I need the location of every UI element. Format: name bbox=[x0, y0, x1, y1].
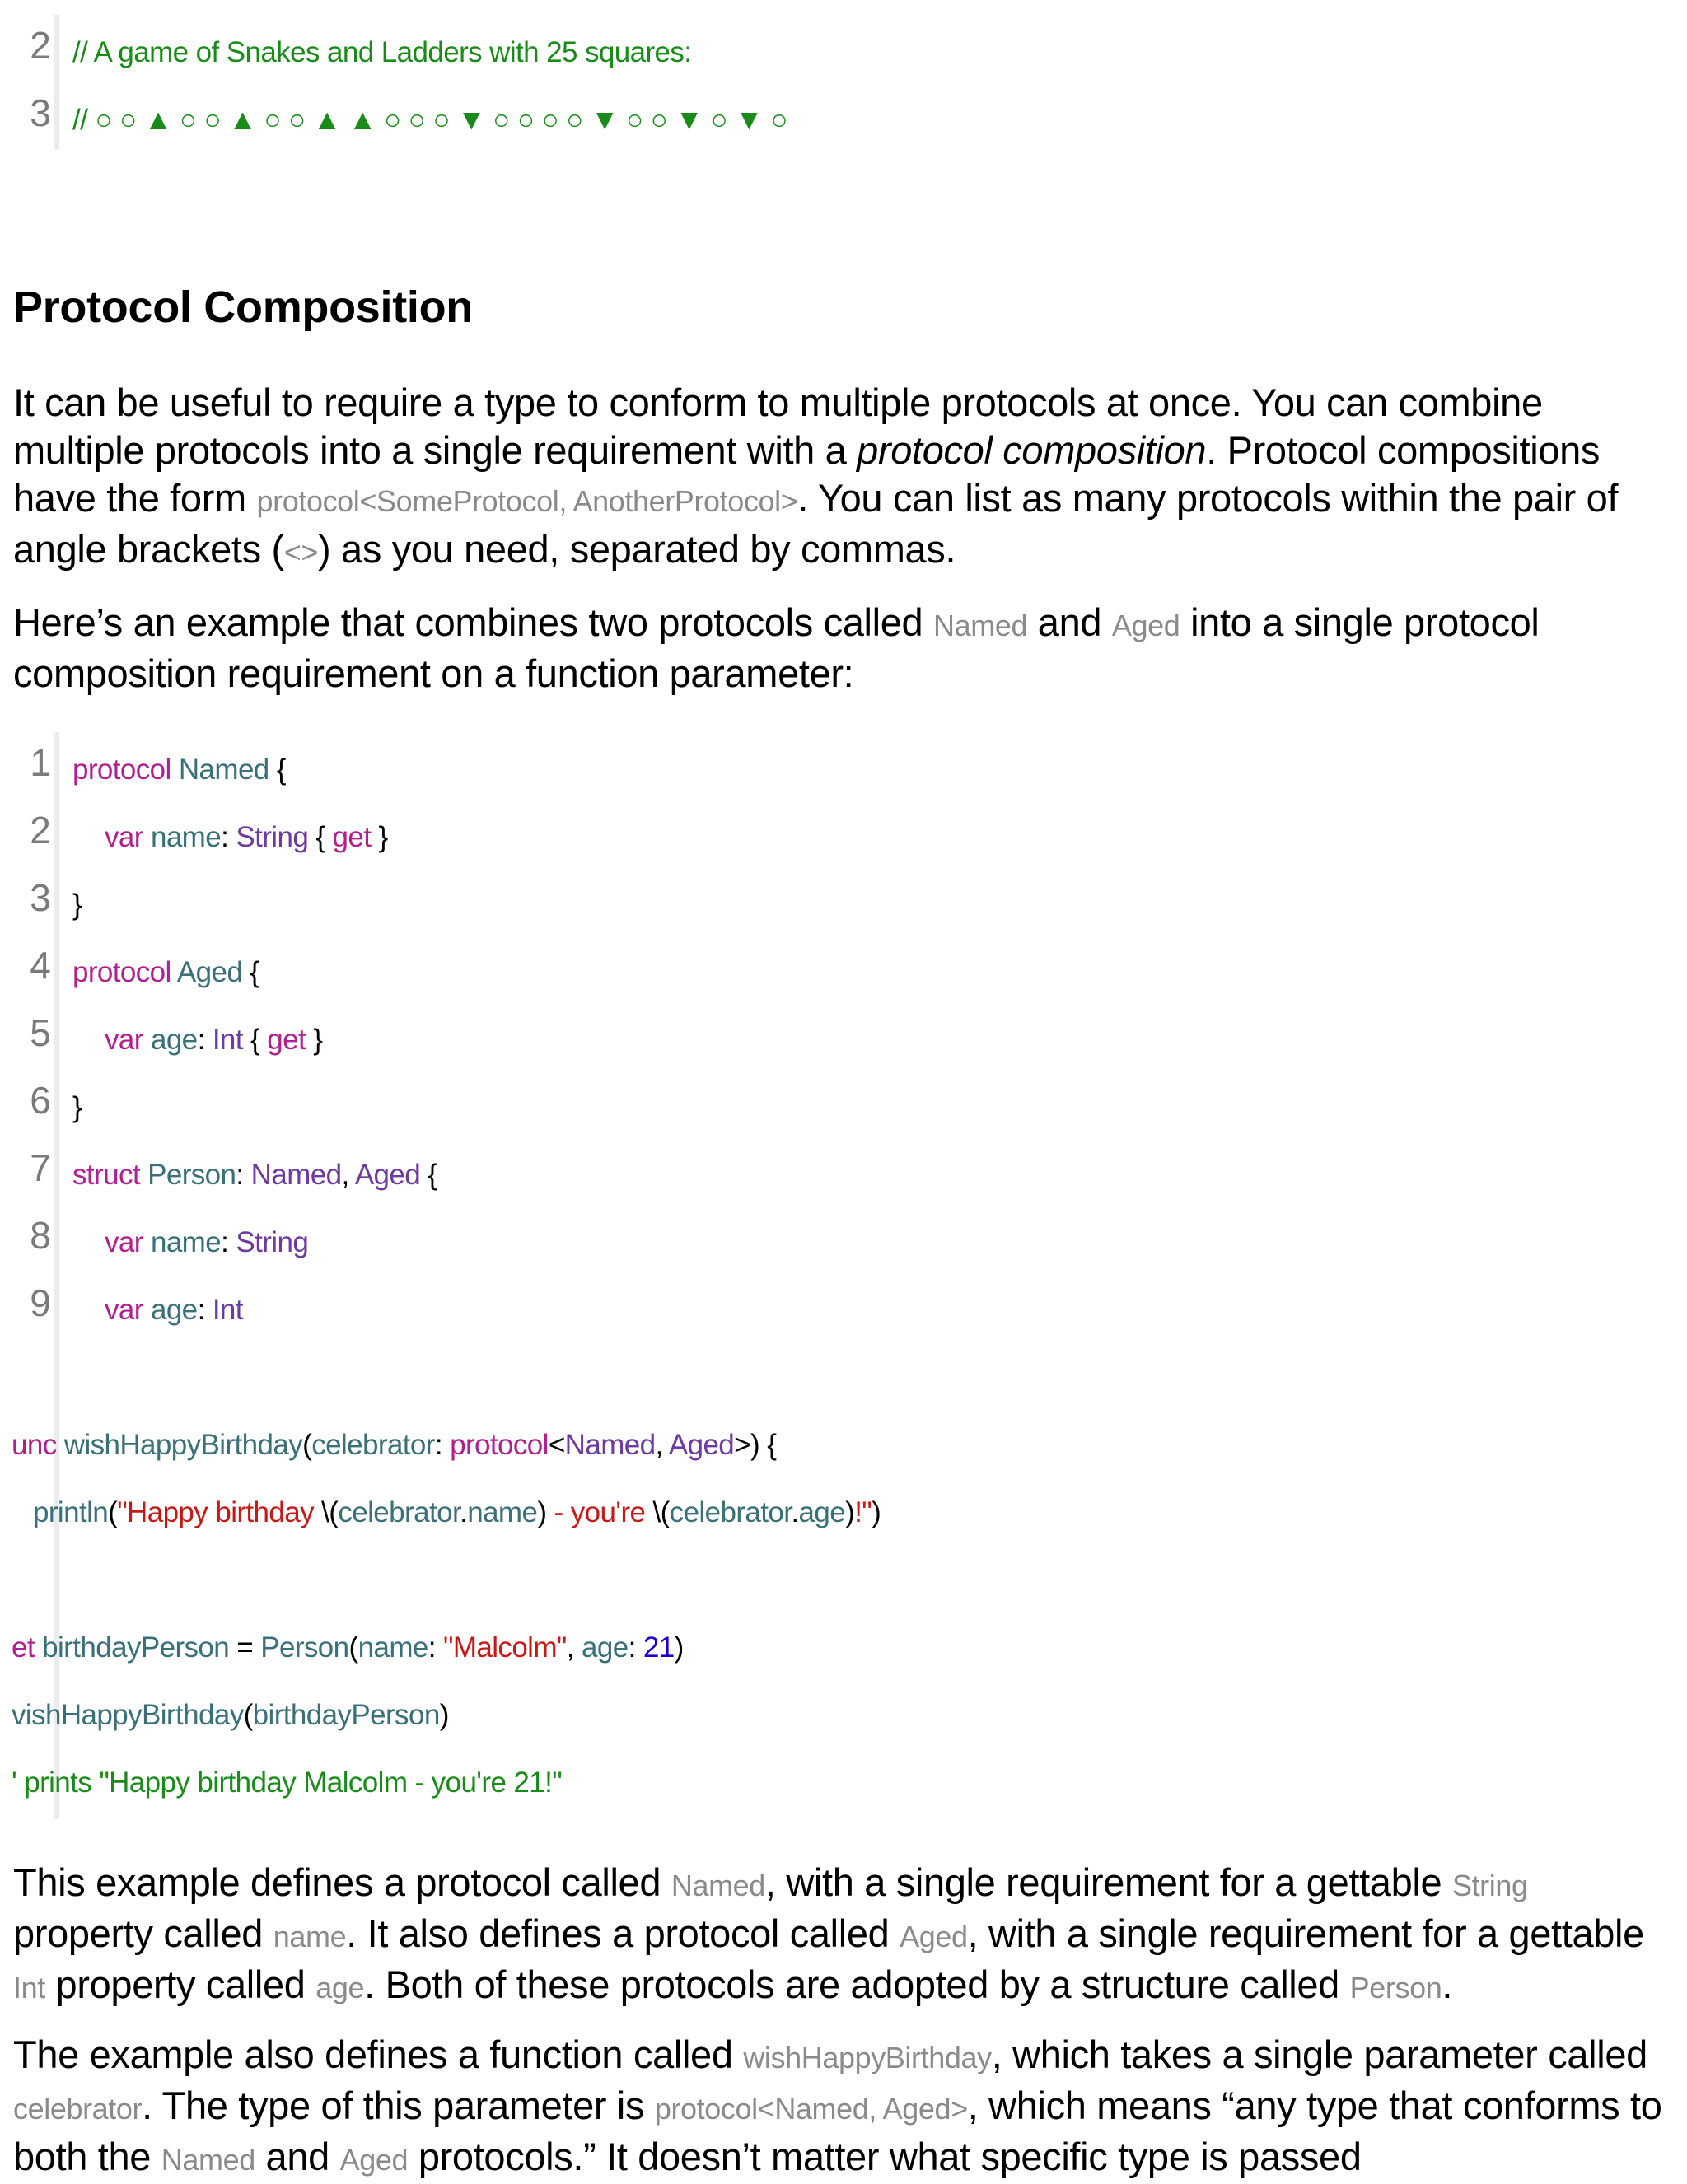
inline-code: Named bbox=[671, 1869, 765, 1902]
top-code-block bbox=[0, 15, 1687, 150]
inline-code: Named bbox=[933, 609, 1028, 642]
line-number: 3 bbox=[30, 91, 51, 134]
code-comment: ' prints "Happy birthday Malcolm - you're 21!" bbox=[12, 1766, 563, 1799]
section-heading: Protocol Composition bbox=[13, 282, 473, 332]
inline-code: Aged bbox=[1111, 609, 1180, 642]
line-number: 2 bbox=[30, 24, 51, 67]
paragraph-function-explanation: The example also defines a function called wishHappyBirthday, which takes a single parameter called celebrator. The type of this parameter is protocol<Named, Aged>, which means “any type that conforms to both the Named and Aged protocols.” It doesn’t matter what specific type is passed bbox=[13, 2032, 1662, 2178]
code-line: 2 var name: String { get } bbox=[0, 800, 22, 867]
paragraph-intro: It can be useful to require a type to conform to multiple protocols at once. You can combine multiple protocols into a single requirement with a protocol composition. Protocol compositions have the form protocol<SomeProtocol, AnotherProtocol>. You can list as many protocols within the pair of angle brackets (<>) as you need, separated by commas. bbox=[13, 380, 1619, 571]
line-number: 4 bbox=[30, 944, 51, 987]
inline-code: Aged bbox=[900, 1920, 968, 1953]
emphasis-term: protocol composition bbox=[857, 428, 1207, 472]
inline-code: Aged bbox=[339, 2143, 409, 2177]
inline-code: protocol<Named, Aged> bbox=[654, 2092, 968, 2126]
code-line: vishHappyBirthday(birthdayPerson) bbox=[12, 1699, 449, 1731]
code-line: 9 var age: Int bbox=[0, 1272, 22, 1340]
code-line: 5 var age: Int { get } bbox=[0, 1002, 22, 1070]
line-number: 2 bbox=[30, 809, 51, 852]
line-number: 3 bbox=[30, 876, 51, 919]
line-number: 6 bbox=[30, 1079, 51, 1122]
inline-code: age bbox=[315, 1971, 365, 2004]
inline-code: name bbox=[273, 1920, 347, 1953]
code-line: println("Happy birthday \(celebrator.name) - you're \(celebrator.age)!") bbox=[33, 1496, 881, 1528]
line-number: 7 bbox=[30, 1146, 51, 1189]
inline-code: Int bbox=[13, 1971, 45, 2004]
line-number: 8 bbox=[30, 1214, 51, 1257]
code-line: 6 } bbox=[0, 1070, 22, 1137]
inline-code: Person bbox=[1349, 1971, 1442, 2004]
paragraph-explanation: This example defines a protocol called Named, with a single requirement for a gettable String property called name. It also defines a protocol called Aged, with a single requirement for a gettable Int property called age. Both of these protocols are adopted by a structure called Person. bbox=[13, 1860, 1644, 2006]
code-line bbox=[0, 15, 692, 82]
line-number: 5 bbox=[30, 1011, 51, 1054]
code-line bbox=[0, 1745, 563, 1813]
code-line: 4 protocol Aged { bbox=[0, 935, 22, 1002]
inline-code: String bbox=[1451, 1869, 1528, 1902]
inline-code: wishHappyBirthday bbox=[743, 2041, 992, 2074]
example-code-block bbox=[0, 732, 1687, 1819]
code-line: 7 struct Person: Named, Aged { bbox=[0, 1137, 22, 1205]
code-line: unc wishHappyBirthday(celebrator: protocol<Named, Aged>) { bbox=[12, 1429, 777, 1461]
code-comment: // ○ ○ ▲ ○ ○ ▲ ○ ○ ▲ ▲ ○ ○ ○ ▼ ○ ○ ○ ○ ▼ ○ ○ ▼ ○ ▼ ○ bbox=[72, 104, 787, 136]
code-line bbox=[0, 82, 787, 150]
code-comment: // A game of Snakes and Ladders with 25 squares: bbox=[72, 36, 692, 68]
code-line: et birthdayPerson = Person(name: "Malcolm", age: 21) bbox=[12, 1631, 684, 1664]
inline-code: protocol<SomeProtocol, AnotherProtocol> bbox=[256, 484, 798, 518]
paragraph-example-intro: Here’s an example that combines two protocols called Named and Aged into a single protocol composition requirement on a function parameter: bbox=[13, 600, 1540, 695]
line-number: 1 bbox=[30, 741, 51, 784]
line-number: 9 bbox=[30, 1281, 51, 1324]
inline-code: Named bbox=[161, 2143, 255, 2177]
code-line: 1 protocol Named { bbox=[0, 732, 22, 800]
code-line: 8 var name: String bbox=[0, 1205, 22, 1272]
code-line: 3 } bbox=[0, 867, 22, 935]
inline-code: celebrator bbox=[13, 2092, 143, 2126]
inline-code: <> bbox=[283, 535, 319, 569]
